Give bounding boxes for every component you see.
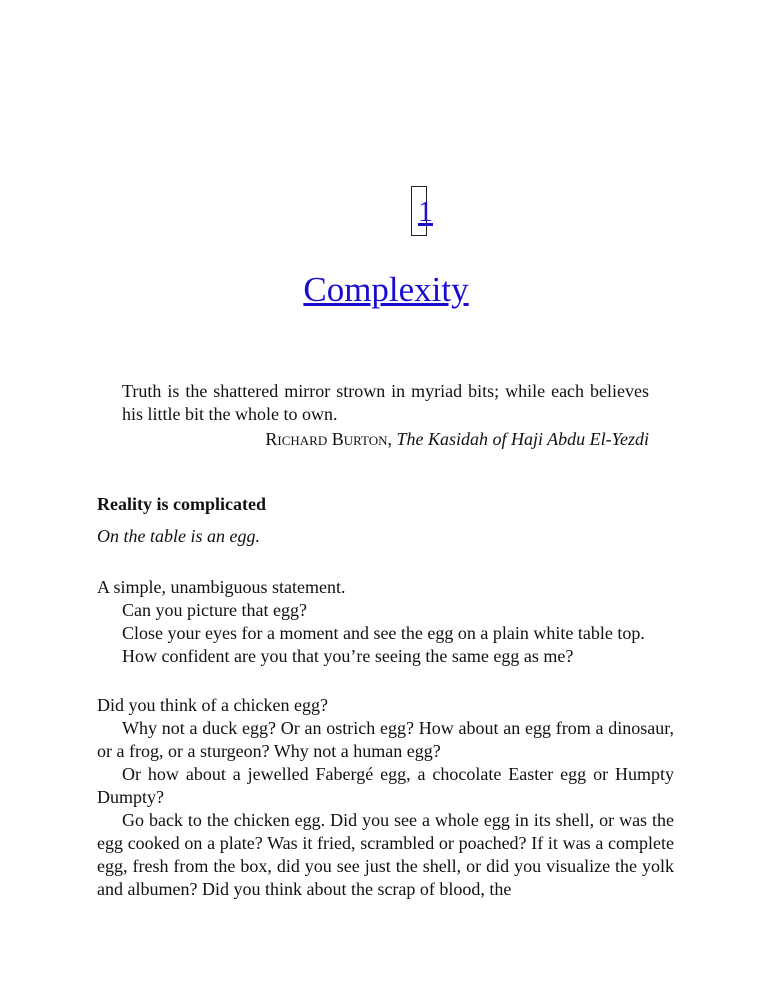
body-text-block [97,694,674,901]
chapter-title-link[interactable]: Complexity [303,270,469,309]
paragraph: Why not a duck egg? Or an ostrich egg? How about an egg from a dinosaur, or a frog, or a sturgeon? Why not a human egg? [97,718,674,761]
epigraph-separator: , [387,429,397,449]
paragraph: Or how about a jewelled Fabergé egg, a chocolate Easter egg or Humpty Dumpty? [97,764,674,807]
epigraph-author: Richard Burton [265,429,388,449]
paragraph: Did you think of a chicken egg? [97,695,328,715]
paragraph: Go back to the chicken egg. Did you see a whole egg in its shell, or was the egg cooked on a plate? Was it fried, scrambled or poached? If it was a complete egg, fresh from the box, did you see just the shell, or did you visualize the yolk and albumen? Did you think about the scrap of blood, the [97,810,674,899]
epigraph [122,380,649,451]
paragraph: How confident are you that you’re seeing the same egg as me? [122,646,574,666]
epigraph-work: The Kasidah of Haji Abdu El-Yezdi [396,429,649,449]
body-text-block [97,576,674,668]
epigraph-text: Truth is the shattered mirror strown in myriad bits; while each believes his little bit the whole to own. [122,381,649,424]
section-heading: Reality is complicated [97,494,266,514]
section-lead-sentence: On the table is an egg. [97,526,260,546]
chapter-number-link[interactable]: 1 [418,195,433,228]
paragraph: Close your eyes for a moment and see the egg on a plain white table top. [122,623,645,643]
epigraph-attribution [122,428,649,451]
paragraph: Can you picture that egg? [122,600,307,620]
paragraph: A simple, unambiguous statement. [97,577,346,597]
